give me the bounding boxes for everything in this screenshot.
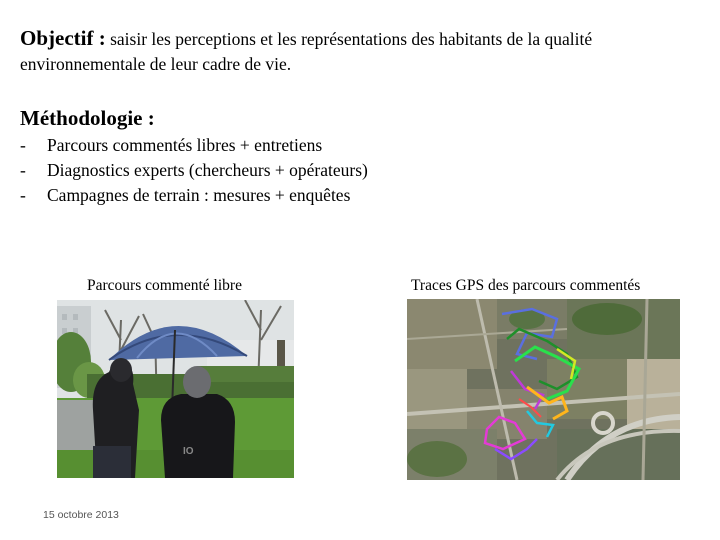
methodology-list: [20, 133, 368, 208]
gps-traces-map: [407, 299, 680, 480]
bullet-dash: -: [20, 185, 26, 205]
list-item-text: Parcours commentés libres + entretiens: [47, 135, 323, 155]
park-walk-photo: [57, 300, 294, 478]
objective-label: Objectif :: [20, 26, 106, 50]
objective-paragraph: [20, 26, 700, 77]
bullet-dash: -: [20, 135, 26, 155]
right-photo-caption: Traces GPS des parcours commentés: [411, 277, 641, 294]
bullet-dash: -: [20, 160, 26, 180]
list-item-text: Campagnes de terrain : mesures + enquêtes: [47, 185, 351, 205]
svg-text:IO: IO: [183, 446, 194, 457]
objective-text: saisir les perceptions et les représentations des habitants de la qualité environnementale de leur cadre de vie.: [20, 29, 593, 74]
list-item-text: Diagnostics experts (chercheurs + opérateurs): [47, 160, 368, 180]
methodology-title: Méthodologie :: [20, 106, 155, 130]
list-item: [20, 133, 368, 158]
slide-date: 15 octobre 2013: [43, 509, 119, 521]
list-item: [20, 158, 368, 183]
left-photo-caption: Parcours commenté libre: [87, 277, 242, 294]
list-item: [20, 183, 368, 208]
